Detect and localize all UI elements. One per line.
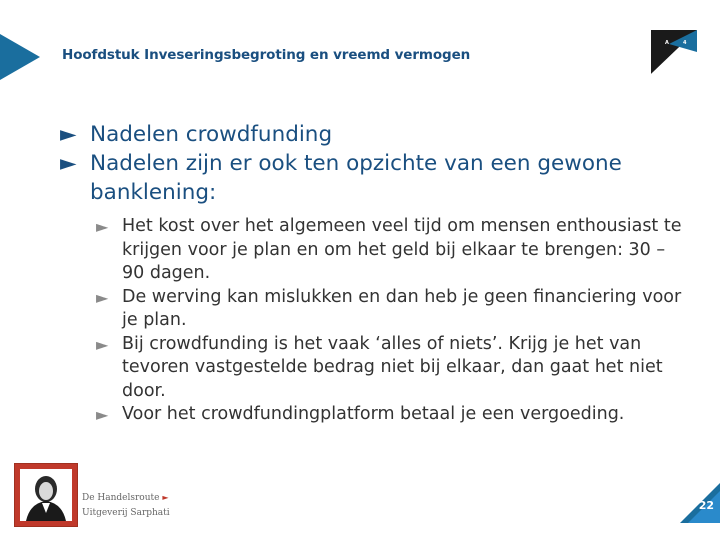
portrait-frame [14, 463, 78, 527]
slide-content [60, 120, 700, 427]
chapter-title: Hoofdstuk Inveseringsbegroting en vreemd vermogen [62, 47, 471, 63]
header-accent-triangle [0, 34, 40, 80]
sub-bullet-text: Bij crowdfunding is het vaak ‘alles of niets’. Krijg je het van tevoren vastgestelde bedrag niet bij elkaar, dan gaat het niet door. [122, 333, 663, 401]
publisher-corner-logo [651, 30, 697, 74]
portrait-image [20, 469, 72, 521]
page-number-badge [680, 483, 720, 523]
bullet-text: Nadelen zijn er ook ten opzichte van een gewone banklening: [90, 151, 622, 205]
sub-bullet-arrow-icon: ► [96, 287, 109, 307]
bullet-arrow-icon: ► [60, 122, 77, 147]
sub-bullet-text: De werving kan mislukken en dan heb je geen financiering voor je plan. [122, 286, 682, 330]
sub-bullet-arrow-icon: ► [96, 217, 109, 236]
sub-bullet-text: Voor het crowdfundingplatform betaal je een vergoeding. [122, 404, 625, 424]
brand-name [82, 493, 169, 503]
sub-bullet-list [60, 215, 700, 427]
sub-bullet-text: Het kost over het algemeen veel tijd om mensen enthousiast te krijgen voor je plan en om het geld bij elkaar te brengen: 30 – 90 dagen. [122, 216, 682, 283]
sub-bullet-arrow-icon: ► [96, 405, 109, 424]
corner-logo-shape [651, 30, 697, 74]
sub-bullet-werving [60, 286, 702, 333]
bullet-nadelen-banklening [60, 149, 710, 207]
brand-line-2: Uitgeverij Sarphati [82, 508, 170, 518]
sub-bullet-arrow-icon: ► [96, 334, 109, 354]
logo-letter-a: A [665, 40, 669, 46]
page-number: 22 [698, 499, 714, 512]
publisher-logo [14, 463, 174, 525]
bullet-nadelen-crowdfunding [60, 120, 700, 149]
brand-arrow-icon: ► [162, 493, 169, 502]
sub-bullet-tijd [60, 215, 692, 286]
portrait-figure [20, 469, 72, 521]
bullet-text: Nadelen crowdfunding [90, 122, 333, 147]
bullet-arrow-icon: ► [60, 151, 77, 176]
logo-letter-4: 4 [683, 40, 687, 46]
sub-bullet-alles-of-niets [60, 333, 702, 404]
sub-bullet-vergoeding [60, 403, 720, 427]
brand-line-1: De Handelsroute [82, 493, 160, 503]
